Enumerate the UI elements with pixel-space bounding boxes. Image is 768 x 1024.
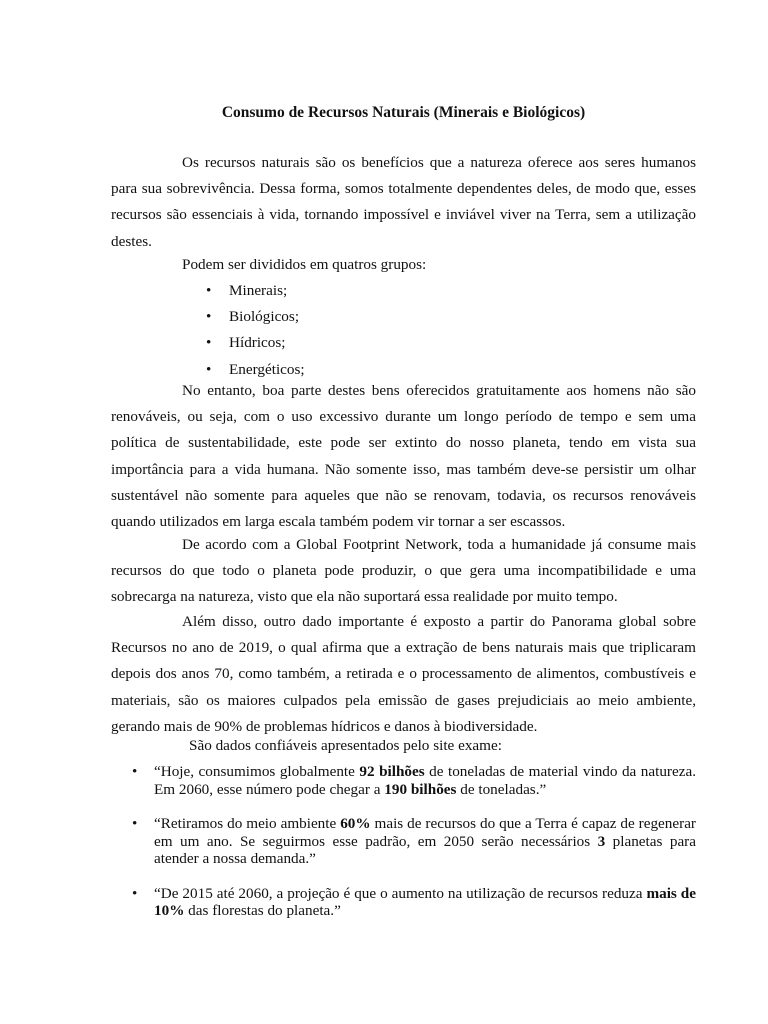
bullet-icon: • bbox=[132, 815, 138, 832]
quotes-list bbox=[111, 763, 696, 937]
groups-list bbox=[111, 278, 696, 383]
paragraph-4: Além disso, outro dado importante é exposto a partir do Panorama global sobre Recursos no ano de 2019, o qual afirma que a extração de bens naturais mais que triplicaram depois dos anos 70, como também, a retirada e o processamento de alimentos, combustíveis e materiais, são os maiores culpados pela emissão de gases prejudiciais ao meio ambiente, gerando mais de 90% de problemas hídricos e danos à biodiversidade. bbox=[111, 613, 696, 735]
bullet-icon: • bbox=[206, 282, 212, 299]
list-item: • Biológicos; bbox=[111, 304, 696, 330]
bullet-icon: • bbox=[132, 884, 138, 902]
bullet-icon: • bbox=[132, 763, 138, 780]
bullet-icon: • bbox=[206, 360, 212, 378]
document-title: Consumo de Recursos Naturais (Minerais e Biológicos) bbox=[221, 104, 586, 121]
bullet-icon: • bbox=[206, 334, 212, 352]
paragraph-2: No entanto, boa parte destes bens oferecidos gratuitamente aos homens não são renováveis, ou seja, com o uso excessivo durante um longo período de tempo e sem uma política de sustentabilidade, este pode ser extinto do nosso planeta, tendo em vista sua importância para a vida humana. Não somente isso, mas também deve-se persistir um olhar sustentável não somente para aqueles que não se renovam, todavia, os recursos renováveis quando utilizados em larga escala também podem vir tornar a ser escassos. bbox=[111, 382, 696, 531]
list-item: • Minerais; bbox=[111, 278, 696, 304]
list-item: • Energéticos; bbox=[111, 357, 696, 383]
bullet-icon: • bbox=[206, 308, 212, 326]
list-item: • Hídricos; bbox=[111, 330, 696, 356]
quote-item: • “Retiramos do meio ambiente 60% mais de recursos do que a Terra é capaz de regenerar em um ano. Se seguirmos esse padrão, em 2050 serão necessários 3 planetas para atender a nossa demanda.” bbox=[132, 815, 696, 867]
quote-item: • “Hoje, consumimos globalmente 92 bilhões de toneladas de material vindo da natureza. Em 2060, esse número pode chegar a 190 bilhões de toneladas.” bbox=[132, 763, 697, 798]
paragraph-3: De acordo com a Global Footprint Network, toda a humanidade já consume mais recursos do que todo o planeta pode produzir, o que gera uma incompatibilidade e uma sobrecarga na natureza, visto que ela não suportará essa realidade por muito tempo. bbox=[111, 536, 696, 606]
intro-paragraph: Os recursos naturais são os benefícios que a natureza oferece aos seres humanos para sua sobrevivência. Dessa forma, somos totalmente dependentes deles, de modo que, esses recursos são essenciais à vida, tornando impossível e inviável viver na Terra, sem a utilização destes. bbox=[111, 154, 696, 250]
groups-intro: Podem ser divididos em quatros grupos: bbox=[182, 256, 427, 273]
data-intro: São dados confiáveis apresentados pelo site exame: bbox=[189, 737, 502, 754]
quote-item: • “De 2015 até 2060, a projeção é que o aumento na utilização de recursos reduza mais de 10% das florestas do planeta.” bbox=[132, 884, 696, 919]
